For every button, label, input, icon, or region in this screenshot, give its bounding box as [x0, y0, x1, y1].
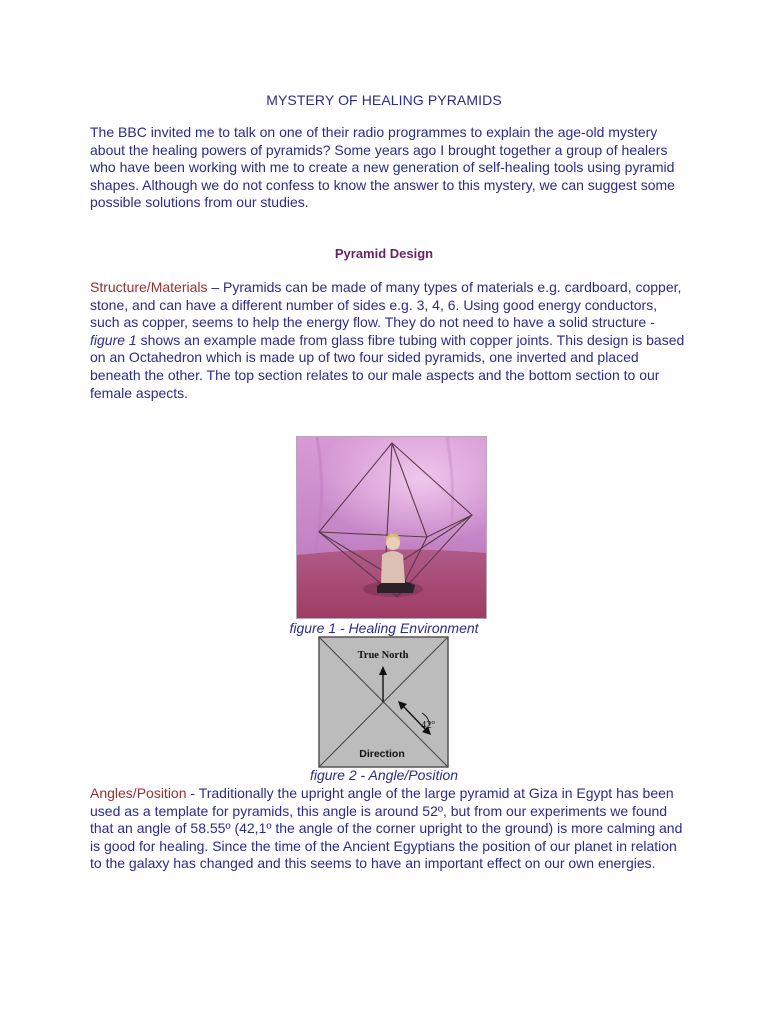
figure2-label-angle: 42º [421, 720, 435, 731]
page-title: MYSTERY OF HEALING PYRAMIDS [266, 92, 502, 108]
intro-paragraph: The BBC invited me to talk on one of their radio programmes to explain the age-old mystery about the healing powers of pyramids? Some years ago I brought together a group of healers who have been working with me to create a new generation of self-healing tools using pyramid shapes. Although we do not confess to know the answer to this mystery, we can suggest some possible solutions from our studies. [90, 124, 675, 211]
structure-text-a: – Pyramids can be made of many types of materials e.g. cardboard, copper, stone, and can have a different number of sides e.g. 3, 4, 6. Using good energy conductors, such as copper, seems to help the energy flow. They do not need to have a solid structure - [90, 279, 682, 331]
figure2-diagram [318, 636, 449, 768]
section-heading: Pyramid Design [334, 246, 434, 261]
angles-paragraph [90, 785, 686, 873]
angles-lead: Angles/Position [90, 785, 187, 801]
structure-lead: Structure/Materials [90, 279, 208, 295]
figure2-label-direction: Direction [359, 748, 405, 760]
structure-text-b: shows an example made from glass fibre tubing with copper joints. This design is based on an Octahedron which is made up of two four sided pyramids, one inverted and placed beneath the other. The top section relates to our male aspects and the bottom section to our female aspects. [90, 331, 685, 401]
structure-paragraph [90, 279, 686, 402]
figure2-caption: figure 2 - Angle/Position [309, 767, 459, 783]
figure2-label-north: True North [357, 650, 409, 661]
figure1-reference: figure 1 [90, 331, 137, 348]
figure1-caption: figure 1 - Healing Environment [289, 620, 479, 636]
angles-text: - Traditionally the upright angle of the large pyramid at Giza in Egypt has been used as a template for pyramids, this angle is around 52º, but from our experiments we found that an angle of 58.55º (42,1º the angle of the corner upright to the ground) is more calming and is good for healing. Since the time of the Ancient Egyptians the position of our planet in relation to the galaxy has changed and this seems to have an important effect on our own energies. [90, 785, 683, 872]
figure1-photo [296, 436, 487, 619]
